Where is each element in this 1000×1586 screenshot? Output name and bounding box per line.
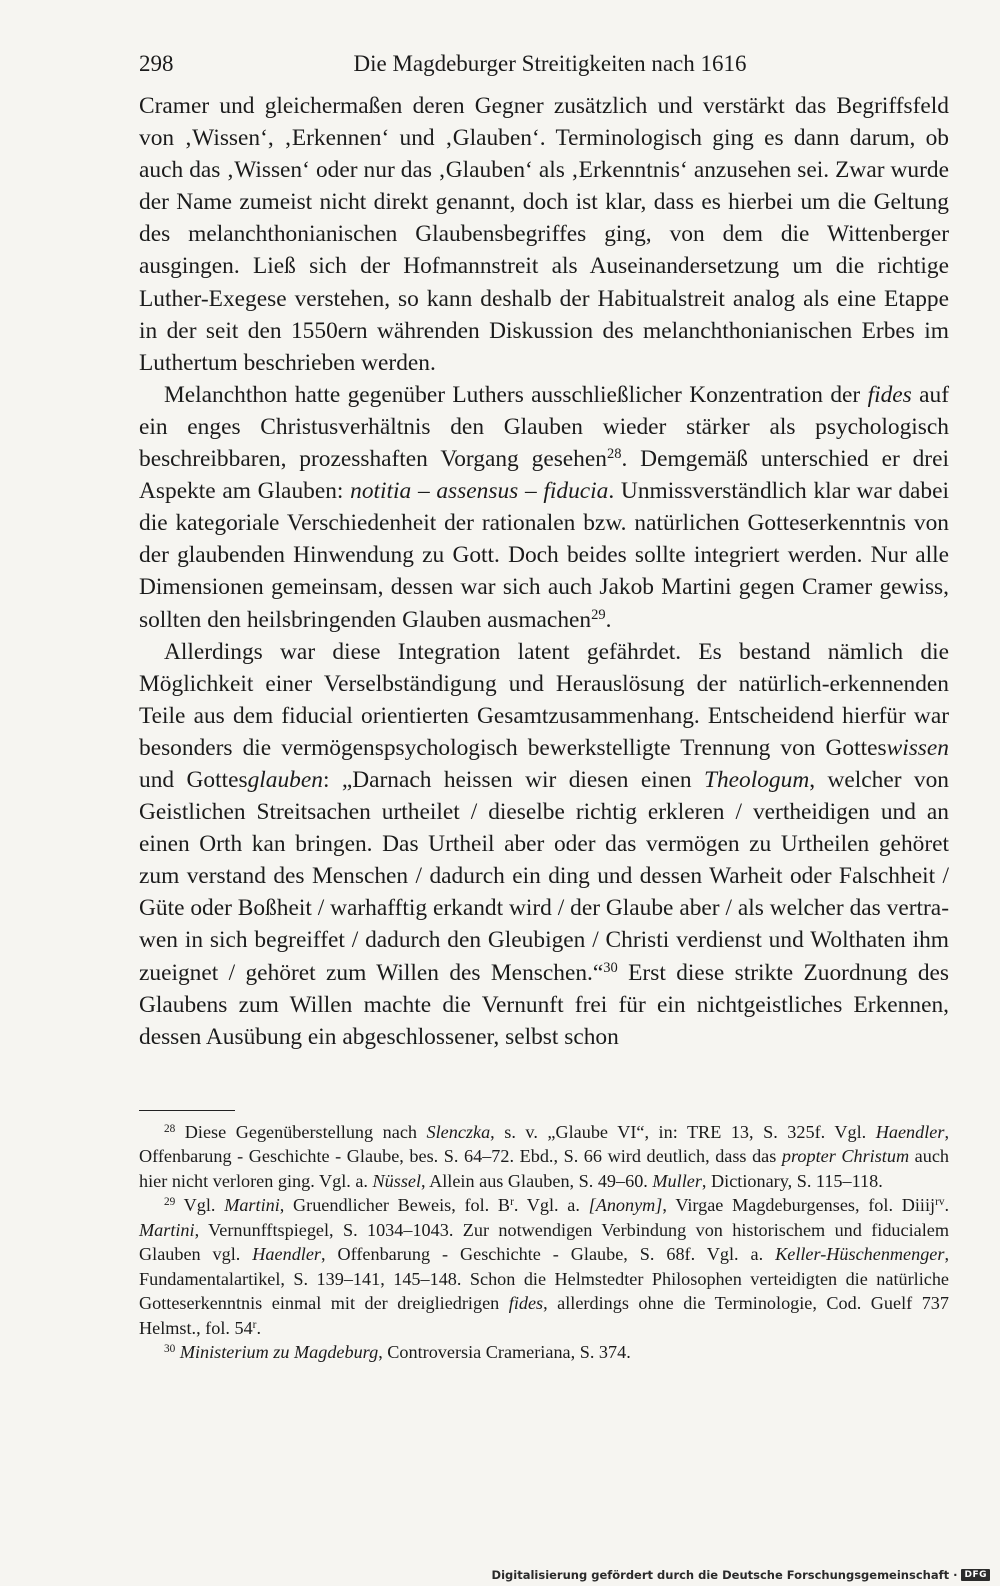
dfg-logo: DFG	[961, 1569, 990, 1581]
paragraph: Allerdings war diese Integration latent gefährdet. Es bestand nämlich die Möglichkeit einer Verselbständigung und Herauslösung der natürlich-erkennenden Teile aus dem fiducial orientierten Gesamtzusammenhang. Entscheidend hierfür war besonders die vermögenspsychologisch bewerkstelligte Trennung von Gotteswissen und Gottesglauben: „Darnach heissen wir diesen einen Theologum, welcher von Geistlichen Streitsachen urtheilet / dieselbe richtig erkleren / vertheidigen und an einen Orth kan bringen. Das Urtheil aber oder das vermögen zu Urtheilen gehöret zum verstand des Menschen / dadurch ein ding und dessen Warheit oder Falschheit / Güte oder Boßheit / warhafftig erkandt wird / der Glaube aber / als welcher das vertrawen in sich begreiffet / dadurch den Gleubigen / Christi verdienst und Wolthaten ihm zueignet / gehöret zum Willen des Menschen.“$^{30}$ Erst diese strikte Zuordnung des Glaubens zum Willen machte die Vernunft frei für ein nichtgeistliches Erkennen, dessen Ausübung ein abgeschlossener, selbst schon	[139, 638, 949, 1050]
running-head	[139, 50, 949, 90]
running-title: Die Magdeburger Streitigkeiten nach 1616	[353, 51, 747, 76]
paragraph: Cramer und gleichermaßen deren Gegner zusätzlich und verstärkt das Begriffsfeld von ‚Wissen‘, ‚Erkennen‘ und ‚Glauben‘. Terminologisch ging es dann darum, ob auch das ‚Wissen‘ oder nur das ‚Glauben‘ als ‚Erkenntnis‘ anzusehen sei. Zwar wurde der Name zumeist nicht direkt genannt, doch ist klar, dass es hierbei um die Geltung des melanchthonianischen Glaubensbegriffes ging, von dem die Wittenberger ausgingen. Ließ sich der Hofmannstreit als Auseinandersetzung um die richtige Luther-Exegese verstehen, so kann deshalb der Habitualstreit analog als eine Etappe in der seit den 1550ern währenden Diskussion des melanchthonianischen Erbes im Luthertum beschrieben werden.	[139, 93, 949, 376]
digitization-credit: Digitalisierung gefördert durch die Deutsche Forschungsgemeinschaft · DFG	[492, 1568, 990, 1582]
footnote: $^{30}$ Ministerium zu Magdeburg, Controversia Crameriana, S. 374.	[164, 1342, 631, 1363]
footnote: $^{28}$ Diese Gegenüberstellung nach Slenczka, s. v. „Glaube VI“, in: TRE 13, S. 325f. Vgl. Haendler, Offenbarung - Geschichte - Glaube, bes. S. 64–72. Ebd., S. 66 wird deutlich, dass das propter Christum auch hier nicht verloren ging. Vgl. a. Nüssel, Allein aus Glauben, S. 49–60. Muller, Dictionary, S. 115–118.	[139, 1121, 949, 1191]
footnotes	[139, 1120, 949, 1365]
main-text	[139, 90, 949, 1053]
footnote: $^{29}$ Vgl. Martini, Gruendlicher Beweis, fol. $B^r$. Vgl. a. [Anonym], Virgae Magdeburgenses, fol. Diiij$^{rv}$. Martini, Vernunfftspiegel, S. 1034–1043. Zur notwendigen Verbindung von historischem und fiducialem Glauben vgl. Haendler, Offenbarung - Geschichte - Glaube, S. 68f. Vgl. a. Keller-Hüschenmenger, Fundamentalartikel, S. 139–141, 145–148. Schon die Helmstedter Philosophen verteidigten die natürliche Gotteserkenntnis einmal mit der dreigliedrigen fides, allerdings ohne die Terminologie, Cod. Guelf 737 Helmst., fol. 54$^r$.	[139, 1195, 950, 1338]
credit-text: Digitalisierung gefördert durch die Deutsche Forschungsgemeinschaft	[491, 1568, 950, 1582]
page-number: 298	[139, 51, 174, 76]
paragraph: Melanchthon hatte gegenüber Luthers ausschließlicher Konzentration der fides auf ein enges Christusverhältnis den Glauben wieder stärker als psychologisch beschreibbaren, prozesshaften Vorgang gesehen$^{28}$. Demgemäß unterschied er drei Aspekte am Glauben: notitia – assensus – fiducia. Unmissverständlich klar war dabei die kategoriale Verschiedenheit der rationalen bzw. natürlichen Gotteserkenntnis von der glaubenden Hinwendung zu Gott. Doch beides sollte integriert werden. Nur alle Dimensionen gemeinsam, dessen war sich auch Jakob Martini gegen Cramer gewiss, sollten den heilsbringenden Glauben ausmachen$^{29}$.	[139, 381, 949, 633]
book-page	[139, 50, 949, 1365]
footnote-rule	[139, 1110, 235, 1111]
